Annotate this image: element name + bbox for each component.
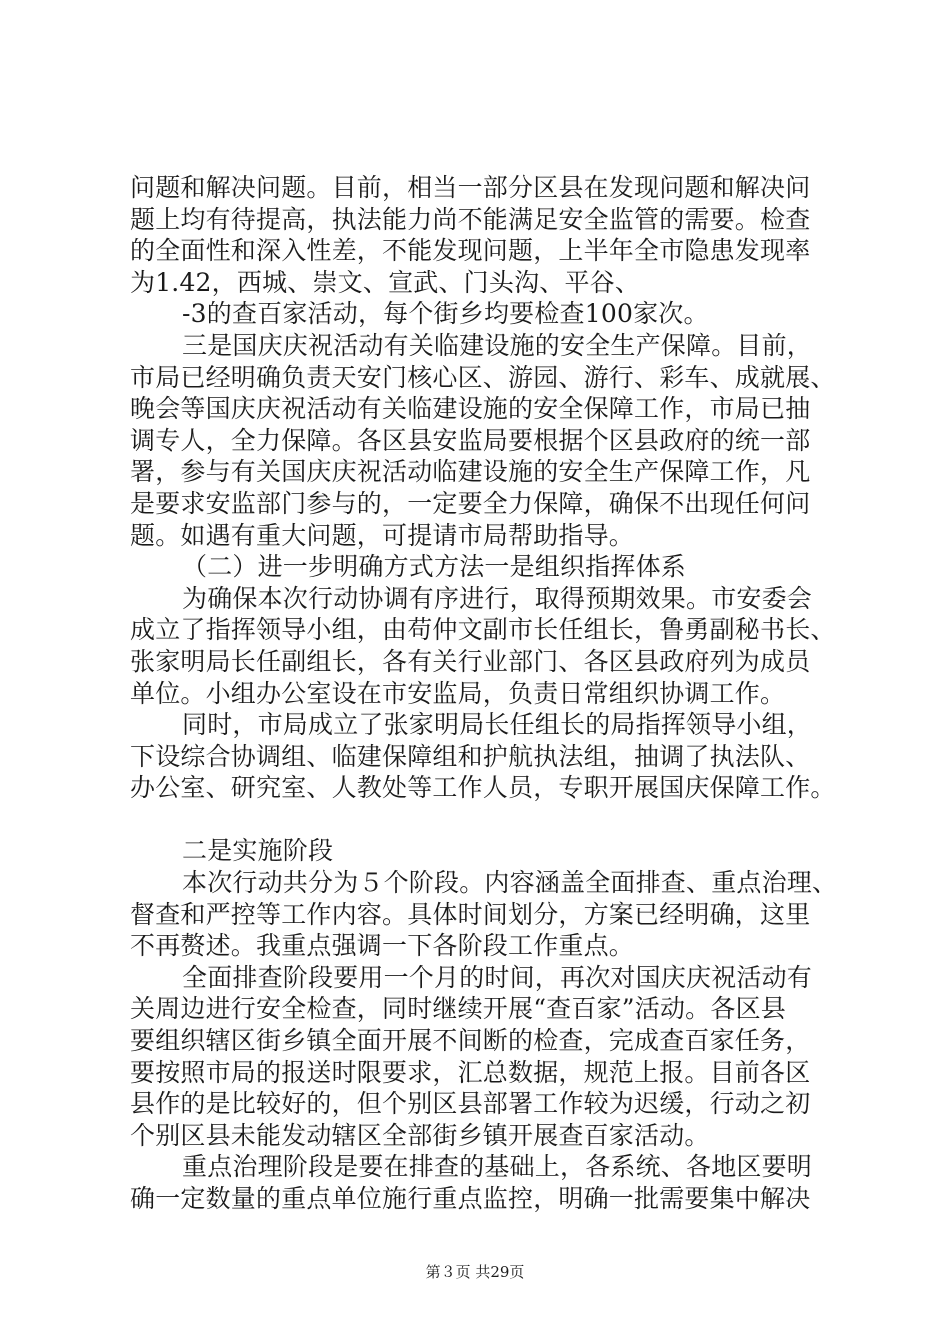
text-line: 为1.42，西城、崇文、宣武、门头沟、平谷、 [130,267,641,297]
text-line: 关周边进行安全检查，同时继续开展“查百家”活动。各区县 [130,994,786,1024]
text-line: 题上均有待提高，执法能力尚不能满足安全监管的需要。检查 [130,204,811,234]
document-body [130,172,850,1215]
text-line: 是要求安监部门参与的，一定要全力保障，确保不出现任何问 [130,488,811,518]
text-line: 下设综合协调组、临建保障组和护航执法组，抽调了执法队、 [130,741,811,771]
text-line: 晚会等国庆庆祝活动有关临建设施的安全保障工作，市局已抽 [130,394,811,424]
blank-line [130,804,850,836]
section-heading: （二）进一步明确方式方法一是组织指挥体系 [182,552,687,582]
paragraph-start-line: 三是国庆庆祝活动有关临建设施的安全生产保障。目前， [182,330,813,360]
paragraph-start-line: 为确保本次行动协调有序进行，取得预期效果。市安委会 [182,583,813,613]
text-line: 问题和解决问题。目前，相当一部分区县在发现问题和解决问 [130,173,811,202]
text-line: 的全面性和深入性差，不能发现问题，上半年全市隐患发现率 [130,236,811,266]
paragraph-start-line: 同时，市局成立了张家明局长任组长的局指挥领导小组， [182,710,813,740]
text-line: 单位。小组办公室设在市安监局，负责日常组织协调工作。 [130,678,786,708]
text-line: 题。如遇有重大问题，可提请市局帮助指导。 [130,520,635,550]
paragraph-start-line: 本次行动共分为５个阶段。内容涵盖全面排查、重点治理、 [182,868,838,898]
paragraph-start-line: 重点治理阶段是要在排查的基础上，各系统、各地区要明 [182,1152,813,1182]
text-line: -3的查百家活动，每个街乡均要检查100家次。 [182,299,709,329]
text-line: 要组织辖区街乡镇全面开展不间断的检查，完成查百家任务， [130,1026,811,1056]
text-line: 成立了指挥领导小组，由苟仲文副市长任组长，鲁勇副秘书长、 [130,615,836,645]
text-line: 确一定数量的重点单位施行重点监控，明确一批需要集中解决 [130,1184,811,1213]
text-line: 办公室、研究室、人教处等工作人员，专职开展国庆保障工作。 [130,773,836,803]
text-line: 县作的是比较好的，但个别区县部署工作较为迟缓，行动之初 [130,1089,811,1119]
text-line: 个别区县未能发动辖区全部街乡镇开展查百家活动。 [130,1120,710,1150]
text-line: 市局已经明确负责天安门核心区、游园、游行、彩车、成就展、 [130,362,836,392]
paragraph-start-line: 全面排查阶段要用一个月的时间，再次对国庆庆祝活动有 [182,962,813,992]
section-heading: 二是实施阶段 [182,836,334,866]
text-line: 署，参与有关国庆庆祝活动临建设施的安全生产保障工作，凡 [130,457,811,487]
text-line: 不再赘述。我重点强调一下各阶段工作重点。 [130,931,635,961]
text-line: 要按照市局的报送时限要求，汇总数据，规范上报。目前各区 [130,1057,811,1087]
text-line: 张家明局长任副组长，各有关行业部门、各区县政府列为成员 [130,646,811,676]
text-line: 调专人，全力保障。各区县安监局要根据个区县政府的统一部 [130,425,811,455]
page-number-footer: 第３页 共29页 [425,1263,525,1281]
text-line: 督查和严控等工作内容。具体时间划分，方案已经明确，这里 [130,899,811,929]
